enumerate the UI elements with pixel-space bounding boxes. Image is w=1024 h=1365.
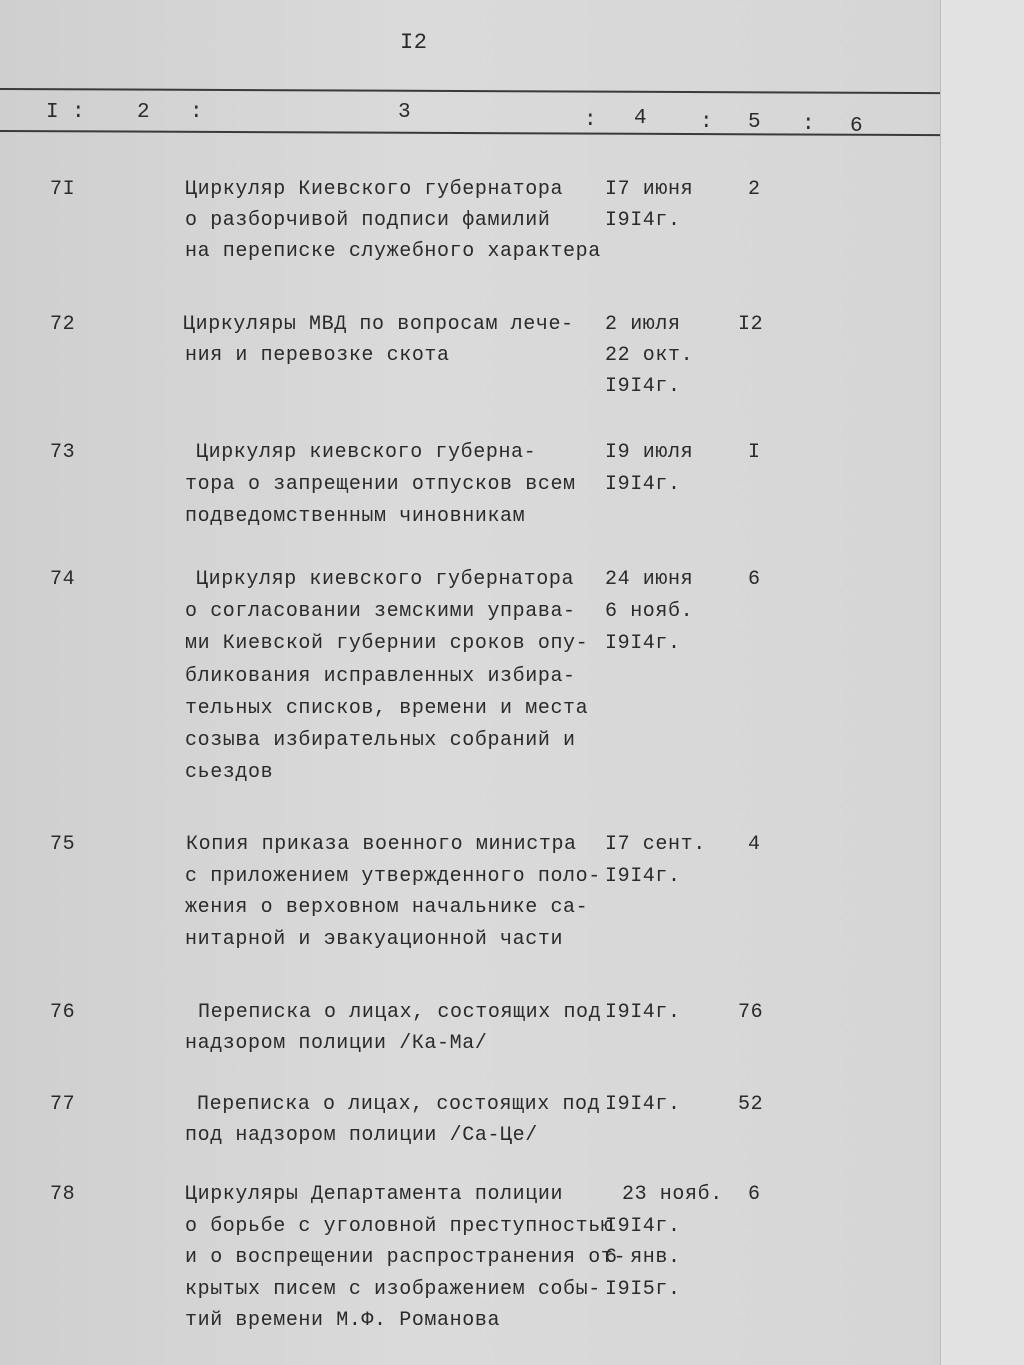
entry-title-line: бликования исправленных избира- <box>185 664 576 688</box>
entry-title-line: ми Киевской губернии сроков опу- <box>185 632 589 656</box>
entry-title-line: Циркуляр киевского губернатора <box>196 568 575 591</box>
entry-title-line: сьездов <box>185 761 274 785</box>
entry-sheet-count: I <box>748 441 761 464</box>
entry-title-line: тий времени М.Ф. Романова <box>185 1309 501 1332</box>
entry-sheet-count: 6 <box>748 568 761 591</box>
col-header-2: 2 <box>137 101 151 124</box>
header-top-rule <box>0 88 940 94</box>
entry-title-line: Циркуляры МВД по вопросам лече- <box>183 313 574 336</box>
entry-date: 22 окт. <box>605 344 694 367</box>
entry-title-line: ния и перевозке скота <box>185 344 450 367</box>
entry-title-line: с приложением утвержденного поло- <box>185 864 601 888</box>
entry-date: I9I4г. <box>605 209 681 232</box>
entry-date: 2 июля <box>605 313 681 336</box>
entry-title-line: Копия приказа военного министра <box>186 833 577 856</box>
entry-title-line: Переписка о лицах, состоящих под <box>198 1001 602 1024</box>
entry-sheet-count: I2 <box>738 313 764 336</box>
entry-sheet-count: 2 <box>748 178 761 201</box>
entry-date: 6 нояб. <box>605 600 694 624</box>
page-edge <box>940 0 1024 1365</box>
entry-number: 75 <box>50 833 76 856</box>
entry-sheet-count: 76 <box>738 1001 764 1024</box>
entry-title-line: на переписке служебного характера <box>185 240 601 263</box>
entry-title-line: тельных списков, времени и места <box>185 696 589 720</box>
entry-title-line: и о воспрещении распространения от- <box>185 1246 627 1269</box>
entry-title-line: под надзором полиции /Са-Це/ <box>185 1124 538 1147</box>
entry-date: I9I4г. <box>605 1214 681 1238</box>
entry-title-line: о борьбе с уголовной преступностью <box>185 1214 614 1238</box>
entry-title-line: Циркуляры Департамента полиции <box>185 1183 564 1206</box>
col-separator: : <box>802 113 816 136</box>
entry-sheet-count: 6 <box>748 1183 761 1206</box>
entry-date: I9I4г. <box>605 1093 681 1116</box>
entry-date: I7 июня <box>605 178 694 201</box>
entry-title-line: тора о запрещении отпусков всем <box>185 473 576 496</box>
entry-date: I9I4г. <box>605 473 681 496</box>
col-header-3: 3 <box>398 101 412 124</box>
entry-number: 74 <box>50 568 76 591</box>
entry-date: 23 нояб. <box>622 1183 723 1206</box>
entry-title-line: Переписка о лицах, состоящих под <box>197 1093 601 1116</box>
entry-title-line: нитарной и эвакуационной части <box>185 927 564 951</box>
entry-date: I9I5г. <box>605 1277 681 1301</box>
col-separator: : <box>584 109 598 132</box>
col-header-4: 4 <box>634 107 648 130</box>
col-separator: : <box>190 101 204 124</box>
entry-number: 78 <box>50 1183 76 1206</box>
entry-title-line: о разборчивой подписи фамилий <box>185 209 551 232</box>
col-header-5: 5 <box>748 111 762 134</box>
entry-title-line: о согласовании земскими управа- <box>185 600 576 624</box>
entry-date: I9I4г. <box>605 375 681 398</box>
entry-number: 76 <box>50 1001 76 1024</box>
entry-title-line: надзором полиции /Ка-Ма/ <box>185 1032 488 1055</box>
entry-number: 72 <box>50 313 76 336</box>
entry-date: I9I4г. <box>605 1001 681 1024</box>
entry-title-line: крытых писем с изображением собы- <box>185 1277 601 1301</box>
entry-date: 6 янв. <box>605 1246 681 1269</box>
col-header-1: I <box>46 101 60 124</box>
entry-date: I9I4г. <box>605 632 681 656</box>
entry-date: I7 сент. <box>605 833 706 856</box>
entry-title-line: созыва избирательных собраний и <box>185 729 576 752</box>
entry-number: 7I <box>50 178 76 201</box>
entry-sheet-count: 52 <box>738 1093 764 1116</box>
entry-date: I9 июля <box>605 441 694 464</box>
entry-date: I9I4г. <box>605 864 681 888</box>
entry-title-line: Циркуляр киевского губерна- <box>196 441 537 464</box>
col-separator: : <box>700 111 714 134</box>
entry-number: 73 <box>50 441 76 464</box>
page-number: I2 <box>400 30 428 55</box>
entry-title-line: подведомственным чиновникам <box>185 505 526 528</box>
header-bottom-rule <box>0 130 940 136</box>
col-header-6: 6 <box>850 115 864 138</box>
col-separator: : <box>72 101 86 124</box>
entry-number: 77 <box>50 1093 76 1116</box>
entry-title-line: Циркуляр Киевского губернатора <box>185 178 564 201</box>
entry-sheet-count: 4 <box>748 833 761 856</box>
entry-date: 24 июня <box>605 568 694 591</box>
entry-title-line: жения о верховном начальнике са- <box>185 896 589 919</box>
